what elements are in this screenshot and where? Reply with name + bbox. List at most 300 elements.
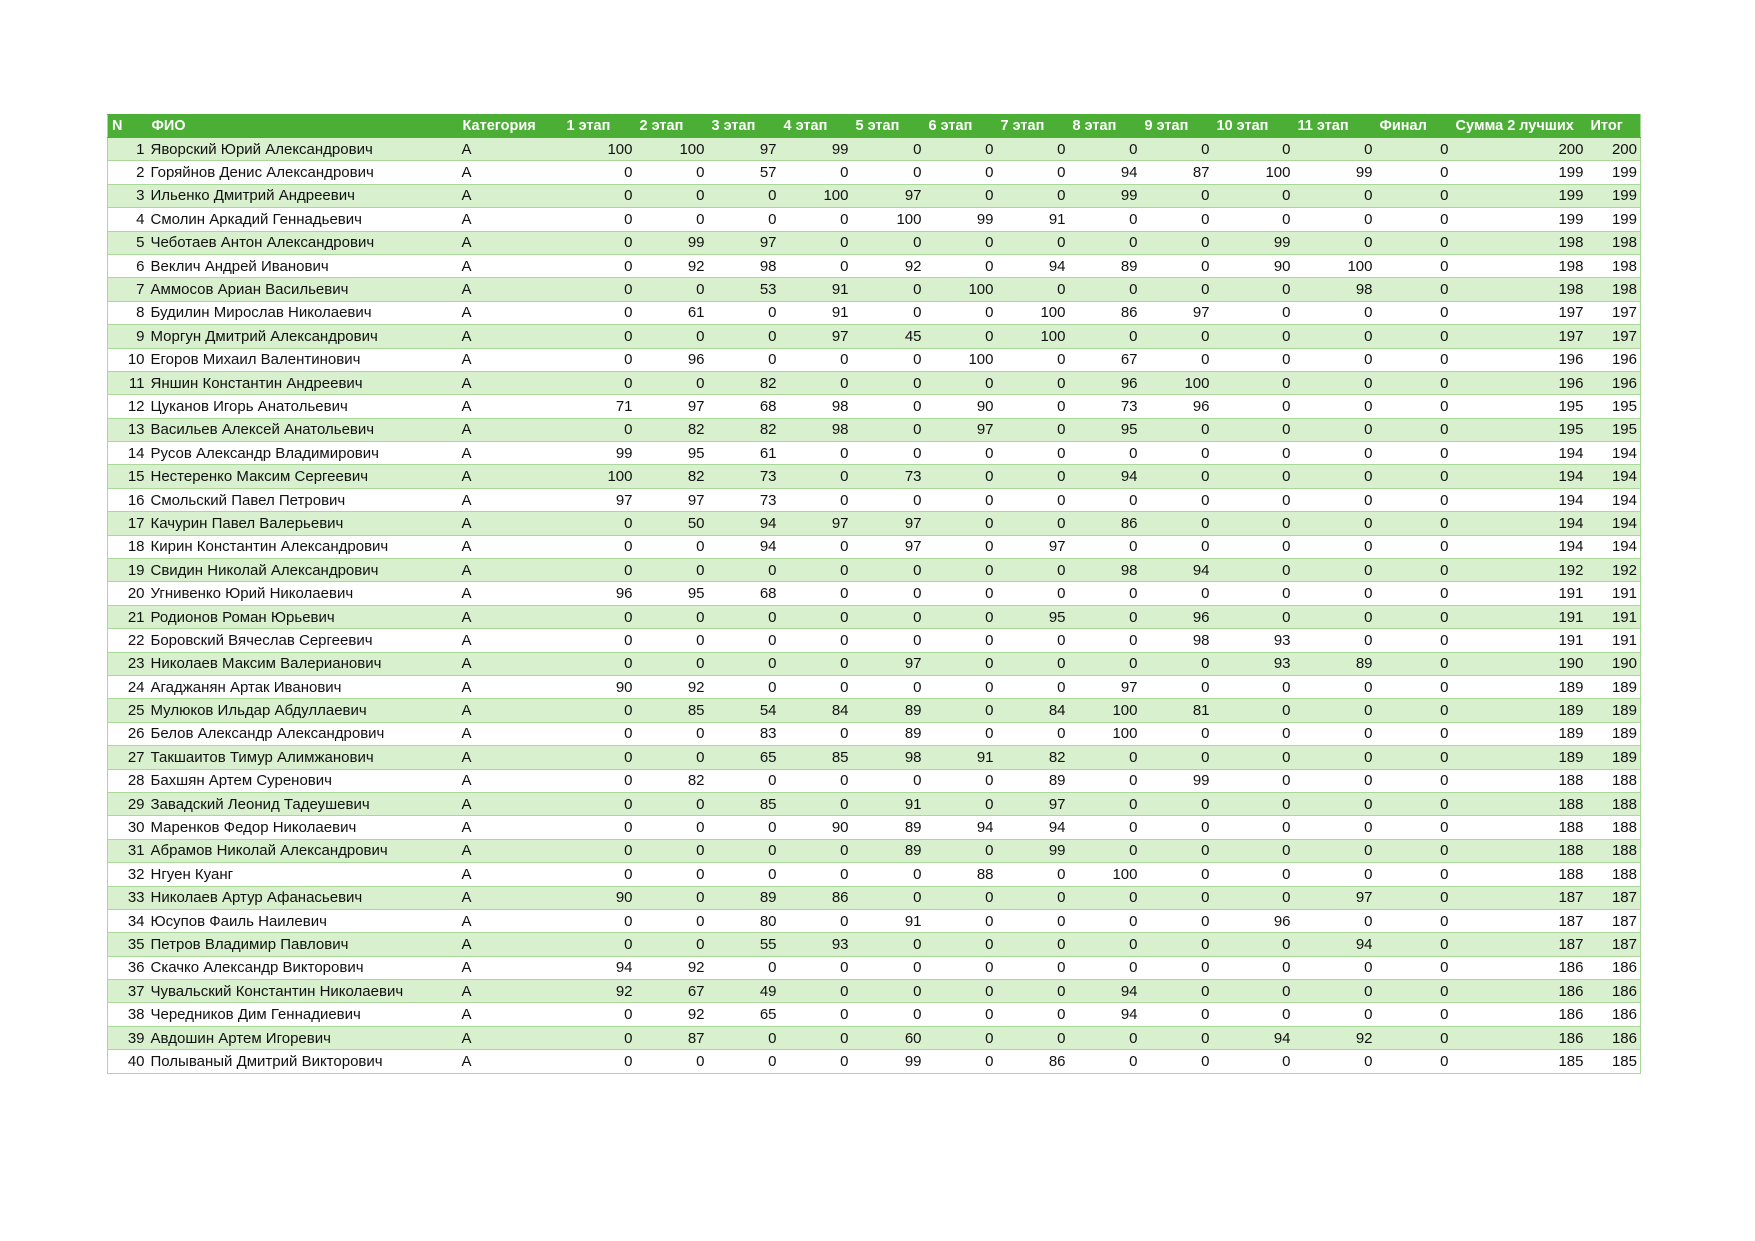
cell-col-stage-3: 0 bbox=[708, 301, 780, 324]
cell-col-stage-6: 0 bbox=[925, 933, 997, 956]
cell-col-category: A bbox=[459, 722, 563, 745]
cell-col-stage-11: 99 bbox=[1294, 161, 1376, 184]
cell-col-sum-best-2: 186 bbox=[1452, 956, 1587, 979]
cell-col-stage-11: 97 bbox=[1294, 886, 1376, 909]
column-header-col-fio: ФИО bbox=[148, 115, 459, 138]
cell-col-total: 187 bbox=[1587, 909, 1641, 932]
table-row bbox=[108, 138, 1641, 161]
cell-col-stage-5: 0 bbox=[852, 371, 925, 394]
cell-col-stage-10: 0 bbox=[1213, 582, 1294, 605]
cell-col-n: 5 bbox=[108, 231, 148, 254]
cell-col-stage-7: 0 bbox=[997, 956, 1069, 979]
cell-col-stage-11: 0 bbox=[1294, 465, 1376, 488]
cell-col-stage-10: 0 bbox=[1213, 348, 1294, 371]
cell-col-stage-4: 0 bbox=[780, 839, 852, 862]
cell-col-stage-9: 0 bbox=[1141, 839, 1213, 862]
cell-col-stage-2: 97 bbox=[636, 488, 708, 511]
cell-col-n: 17 bbox=[108, 512, 148, 535]
cell-col-stage-10: 0 bbox=[1213, 722, 1294, 745]
cell-col-n: 32 bbox=[108, 863, 148, 886]
cell-col-stage-5: 99 bbox=[852, 1050, 925, 1073]
cell-col-stage-2: 0 bbox=[636, 629, 708, 652]
cell-col-stage-1: 0 bbox=[563, 418, 636, 441]
cell-col-stage-2: 0 bbox=[636, 746, 708, 769]
cell-col-stage-2: 0 bbox=[636, 863, 708, 886]
cell-col-category: A bbox=[459, 980, 563, 1003]
cell-col-stage-10: 0 bbox=[1213, 278, 1294, 301]
cell-col-stage-3: 0 bbox=[708, 629, 780, 652]
column-header-col-stage-8: 8 этап bbox=[1069, 115, 1141, 138]
cell-col-stage-11: 0 bbox=[1294, 816, 1376, 839]
cell-col-fio: Будилин Мирослав Николаевич bbox=[148, 301, 459, 324]
cell-col-stage-7: 0 bbox=[997, 582, 1069, 605]
table-row bbox=[108, 488, 1641, 511]
cell-col-sum-best-2: 187 bbox=[1452, 886, 1587, 909]
cell-col-stage-3: 0 bbox=[708, 208, 780, 231]
cell-col-stage-1: 0 bbox=[563, 1026, 636, 1049]
cell-col-stage-9: 0 bbox=[1141, 652, 1213, 675]
cell-col-stage-7: 0 bbox=[997, 652, 1069, 675]
cell-col-stage-5: 0 bbox=[852, 980, 925, 1003]
cell-col-stage-8: 0 bbox=[1069, 816, 1141, 839]
cell-col-n: 4 bbox=[108, 208, 148, 231]
cell-col-stage-1: 99 bbox=[563, 442, 636, 465]
cell-col-n: 26 bbox=[108, 722, 148, 745]
cell-col-stage-10: 99 bbox=[1213, 231, 1294, 254]
cell-col-stage-4: 0 bbox=[780, 465, 852, 488]
cell-col-sum-best-2: 195 bbox=[1452, 418, 1587, 441]
cell-col-stage-11: 0 bbox=[1294, 605, 1376, 628]
cell-col-stage-11: 0 bbox=[1294, 138, 1376, 161]
cell-col-n: 16 bbox=[108, 488, 148, 511]
cell-col-fio: Родионов Роман Юрьевич bbox=[148, 605, 459, 628]
cell-col-category: A bbox=[459, 933, 563, 956]
cell-col-stage-4: 0 bbox=[780, 231, 852, 254]
cell-col-stage-9: 0 bbox=[1141, 442, 1213, 465]
cell-col-stage-7: 97 bbox=[997, 792, 1069, 815]
cell-col-category: A bbox=[459, 465, 563, 488]
cell-col-stage-6: 0 bbox=[925, 909, 997, 932]
cell-col-stage-7: 0 bbox=[997, 886, 1069, 909]
cell-col-stage-7: 0 bbox=[997, 933, 1069, 956]
cell-col-stage-7: 0 bbox=[997, 395, 1069, 418]
cell-col-stage-1: 0 bbox=[563, 792, 636, 815]
cell-col-stage-3: 0 bbox=[708, 675, 780, 698]
cell-col-stage-10: 0 bbox=[1213, 325, 1294, 348]
column-header-col-total: Итог bbox=[1587, 115, 1641, 138]
cell-col-stage-10: 0 bbox=[1213, 1050, 1294, 1073]
cell-col-final: 0 bbox=[1376, 371, 1452, 394]
cell-col-stage-3: 97 bbox=[708, 231, 780, 254]
cell-col-stage-3: 57 bbox=[708, 161, 780, 184]
cell-col-stage-10: 0 bbox=[1213, 418, 1294, 441]
cell-col-stage-2: 61 bbox=[636, 301, 708, 324]
cell-col-stage-9: 0 bbox=[1141, 208, 1213, 231]
cell-col-stage-8: 0 bbox=[1069, 933, 1141, 956]
column-header-col-stage-11: 11 этап bbox=[1294, 115, 1376, 138]
cell-col-stage-8: 0 bbox=[1069, 746, 1141, 769]
cell-col-stage-7: 0 bbox=[997, 442, 1069, 465]
cell-col-stage-6: 97 bbox=[925, 418, 997, 441]
cell-col-fio: Нгуен Куанг bbox=[148, 863, 459, 886]
cell-col-stage-8: 98 bbox=[1069, 559, 1141, 582]
cell-col-final: 0 bbox=[1376, 863, 1452, 886]
cell-col-stage-3: 54 bbox=[708, 699, 780, 722]
table-row bbox=[108, 699, 1641, 722]
cell-col-stage-8: 86 bbox=[1069, 301, 1141, 324]
cell-col-category: A bbox=[459, 418, 563, 441]
cell-col-stage-11: 0 bbox=[1294, 348, 1376, 371]
cell-col-sum-best-2: 197 bbox=[1452, 325, 1587, 348]
cell-col-stage-4: 0 bbox=[780, 442, 852, 465]
cell-col-stage-10: 0 bbox=[1213, 535, 1294, 558]
cell-col-stage-10: 0 bbox=[1213, 792, 1294, 815]
cell-col-stage-2: 85 bbox=[636, 699, 708, 722]
cell-col-category: A bbox=[459, 582, 563, 605]
cell-col-stage-8: 99 bbox=[1069, 184, 1141, 207]
cell-col-total: 194 bbox=[1587, 465, 1641, 488]
cell-col-total: 197 bbox=[1587, 325, 1641, 348]
cell-col-stage-3: 0 bbox=[708, 348, 780, 371]
cell-col-stage-9: 96 bbox=[1141, 605, 1213, 628]
cell-col-stage-3: 0 bbox=[708, 839, 780, 862]
cell-col-stage-5: 0 bbox=[852, 161, 925, 184]
cell-col-category: A bbox=[459, 746, 563, 769]
cell-col-stage-1: 90 bbox=[563, 886, 636, 909]
cell-col-stage-2: 0 bbox=[636, 605, 708, 628]
cell-col-sum-best-2: 191 bbox=[1452, 582, 1587, 605]
cell-col-sum-best-2: 187 bbox=[1452, 909, 1587, 932]
cell-col-stage-6: 0 bbox=[925, 325, 997, 348]
cell-col-category: A bbox=[459, 629, 563, 652]
cell-col-stage-4: 0 bbox=[780, 792, 852, 815]
cell-col-stage-1: 0 bbox=[563, 1050, 636, 1073]
cell-col-stage-3: 68 bbox=[708, 582, 780, 605]
cell-col-fio: Моргун Дмитрий Александрович bbox=[148, 325, 459, 348]
cell-col-stage-10: 0 bbox=[1213, 184, 1294, 207]
results-sheet bbox=[107, 114, 1640, 1074]
cell-col-final: 0 bbox=[1376, 418, 1452, 441]
cell-col-stage-7: 0 bbox=[997, 465, 1069, 488]
cell-col-stage-2: 0 bbox=[636, 535, 708, 558]
cell-col-stage-7: 94 bbox=[997, 816, 1069, 839]
cell-col-stage-6: 0 bbox=[925, 184, 997, 207]
cell-col-stage-9: 0 bbox=[1141, 956, 1213, 979]
cell-col-stage-7: 82 bbox=[997, 746, 1069, 769]
cell-col-stage-10: 93 bbox=[1213, 652, 1294, 675]
cell-col-sum-best-2: 194 bbox=[1452, 465, 1587, 488]
cell-col-stage-7: 86 bbox=[997, 1050, 1069, 1073]
cell-col-stage-2: 0 bbox=[636, 909, 708, 932]
cell-col-stage-2: 99 bbox=[636, 231, 708, 254]
cell-col-stage-7: 0 bbox=[997, 184, 1069, 207]
cell-col-stage-8: 73 bbox=[1069, 395, 1141, 418]
cell-col-stage-8: 0 bbox=[1069, 138, 1141, 161]
cell-col-stage-3: 0 bbox=[708, 816, 780, 839]
cell-col-stage-5: 60 bbox=[852, 1026, 925, 1049]
cell-col-fio: Чувальский Константин Николаевич bbox=[148, 980, 459, 1003]
cell-col-stage-10: 0 bbox=[1213, 699, 1294, 722]
cell-col-sum-best-2: 188 bbox=[1452, 816, 1587, 839]
cell-col-stage-11: 0 bbox=[1294, 184, 1376, 207]
cell-col-stage-9: 0 bbox=[1141, 863, 1213, 886]
cell-col-stage-8: 0 bbox=[1069, 956, 1141, 979]
cell-col-total: 186 bbox=[1587, 956, 1641, 979]
cell-col-stage-5: 0 bbox=[852, 956, 925, 979]
cell-col-n: 13 bbox=[108, 418, 148, 441]
cell-col-stage-11: 98 bbox=[1294, 278, 1376, 301]
cell-col-final: 0 bbox=[1376, 792, 1452, 815]
cell-col-stage-4: 0 bbox=[780, 909, 852, 932]
cell-col-stage-6: 0 bbox=[925, 980, 997, 1003]
cell-col-sum-best-2: 199 bbox=[1452, 184, 1587, 207]
cell-col-stage-2: 92 bbox=[636, 1003, 708, 1026]
cell-col-stage-5: 0 bbox=[852, 138, 925, 161]
cell-col-fio: Веклич Андрей Иванович bbox=[148, 254, 459, 277]
cell-col-stage-9: 97 bbox=[1141, 301, 1213, 324]
cell-col-final: 0 bbox=[1376, 1050, 1452, 1073]
cell-col-stage-10: 0 bbox=[1213, 138, 1294, 161]
cell-col-stage-11: 100 bbox=[1294, 254, 1376, 277]
cell-col-final: 0 bbox=[1376, 909, 1452, 932]
cell-col-stage-1: 0 bbox=[563, 863, 636, 886]
cell-col-stage-6: 0 bbox=[925, 699, 997, 722]
cell-col-stage-2: 0 bbox=[636, 1050, 708, 1073]
cell-col-category: A bbox=[459, 535, 563, 558]
cell-col-category: A bbox=[459, 699, 563, 722]
cell-col-final: 0 bbox=[1376, 886, 1452, 909]
cell-col-stage-8: 97 bbox=[1069, 675, 1141, 698]
cell-col-stage-6: 88 bbox=[925, 863, 997, 886]
cell-col-stage-10: 94 bbox=[1213, 1026, 1294, 1049]
cell-col-stage-6: 0 bbox=[925, 956, 997, 979]
cell-col-category: A bbox=[459, 278, 563, 301]
cell-col-fio: Егоров Михаил Валентинович bbox=[148, 348, 459, 371]
cell-col-fio: Цуканов Игорь Анатольевич bbox=[148, 395, 459, 418]
cell-col-stage-2: 92 bbox=[636, 254, 708, 277]
cell-col-final: 0 bbox=[1376, 395, 1452, 418]
cell-col-stage-4: 0 bbox=[780, 254, 852, 277]
cell-col-sum-best-2: 197 bbox=[1452, 301, 1587, 324]
cell-col-stage-6: 94 bbox=[925, 816, 997, 839]
cell-col-category: A bbox=[459, 371, 563, 394]
cell-col-stage-2: 0 bbox=[636, 208, 708, 231]
cell-col-stage-1: 0 bbox=[563, 699, 636, 722]
cell-col-fio: Полываный Дмитрий Викторович bbox=[148, 1050, 459, 1073]
cell-col-category: A bbox=[459, 208, 563, 231]
cell-col-stage-9: 100 bbox=[1141, 371, 1213, 394]
cell-col-final: 0 bbox=[1376, 652, 1452, 675]
cell-col-stage-10: 0 bbox=[1213, 605, 1294, 628]
cell-col-stage-7: 0 bbox=[997, 371, 1069, 394]
cell-col-stage-10: 0 bbox=[1213, 769, 1294, 792]
cell-col-stage-3: 80 bbox=[708, 909, 780, 932]
cell-col-stage-4: 98 bbox=[780, 418, 852, 441]
cell-col-category: A bbox=[459, 559, 563, 582]
cell-col-final: 0 bbox=[1376, 699, 1452, 722]
cell-col-total: 194 bbox=[1587, 488, 1641, 511]
cell-col-stage-2: 0 bbox=[636, 722, 708, 745]
cell-col-stage-8: 0 bbox=[1069, 909, 1141, 932]
cell-col-stage-8: 94 bbox=[1069, 980, 1141, 1003]
cell-col-stage-5: 89 bbox=[852, 699, 925, 722]
cell-col-n: 33 bbox=[108, 886, 148, 909]
cell-col-fio: Свидин Николай Александрович bbox=[148, 559, 459, 582]
cell-col-stage-11: 0 bbox=[1294, 395, 1376, 418]
cell-col-stage-8: 0 bbox=[1069, 629, 1141, 652]
cell-col-stage-10: 0 bbox=[1213, 675, 1294, 698]
cell-col-final: 0 bbox=[1376, 629, 1452, 652]
cell-col-stage-3: 85 bbox=[708, 792, 780, 815]
cell-col-stage-6: 0 bbox=[925, 629, 997, 652]
cell-col-stage-5: 0 bbox=[852, 348, 925, 371]
cell-col-stage-3: 98 bbox=[708, 254, 780, 277]
cell-col-stage-4: 0 bbox=[780, 371, 852, 394]
cell-col-stage-4: 0 bbox=[780, 348, 852, 371]
cell-col-final: 0 bbox=[1376, 675, 1452, 698]
table-row bbox=[108, 629, 1641, 652]
cell-col-stage-6: 0 bbox=[925, 442, 997, 465]
cell-col-stage-7: 91 bbox=[997, 208, 1069, 231]
cell-col-total: 187 bbox=[1587, 886, 1641, 909]
cell-col-sum-best-2: 194 bbox=[1452, 535, 1587, 558]
cell-col-sum-best-2: 199 bbox=[1452, 208, 1587, 231]
cell-col-stage-7: 95 bbox=[997, 605, 1069, 628]
cell-col-n: 19 bbox=[108, 559, 148, 582]
cell-col-stage-3: 82 bbox=[708, 371, 780, 394]
table-row bbox=[108, 839, 1641, 862]
cell-col-fio: Юсупов Фаиль Наилевич bbox=[148, 909, 459, 932]
cell-col-stage-5: 0 bbox=[852, 442, 925, 465]
cell-col-n: 10 bbox=[108, 348, 148, 371]
cell-col-final: 0 bbox=[1376, 231, 1452, 254]
cell-col-category: A bbox=[459, 792, 563, 815]
cell-col-sum-best-2: 186 bbox=[1452, 1026, 1587, 1049]
cell-col-stage-10: 0 bbox=[1213, 512, 1294, 535]
cell-col-stage-11: 0 bbox=[1294, 839, 1376, 862]
cell-col-stage-4: 0 bbox=[780, 1026, 852, 1049]
cell-col-total: 189 bbox=[1587, 699, 1641, 722]
cell-col-stage-5: 0 bbox=[852, 886, 925, 909]
cell-col-stage-9: 0 bbox=[1141, 512, 1213, 535]
cell-col-stage-1: 0 bbox=[563, 816, 636, 839]
cell-col-stage-4: 0 bbox=[780, 582, 852, 605]
cell-col-n: 24 bbox=[108, 675, 148, 698]
cell-col-n: 39 bbox=[108, 1026, 148, 1049]
cell-col-stage-9: 0 bbox=[1141, 254, 1213, 277]
cell-col-sum-best-2: 199 bbox=[1452, 161, 1587, 184]
cell-col-stage-5: 89 bbox=[852, 816, 925, 839]
cell-col-stage-9: 0 bbox=[1141, 138, 1213, 161]
cell-col-stage-10: 100 bbox=[1213, 161, 1294, 184]
cell-col-stage-11: 0 bbox=[1294, 746, 1376, 769]
cell-col-stage-2: 0 bbox=[636, 325, 708, 348]
cell-col-stage-7: 0 bbox=[997, 231, 1069, 254]
cell-col-sum-best-2: 198 bbox=[1452, 254, 1587, 277]
cell-col-stage-1: 97 bbox=[563, 488, 636, 511]
cell-col-stage-9: 0 bbox=[1141, 792, 1213, 815]
cell-col-stage-3: 68 bbox=[708, 395, 780, 418]
cell-col-stage-7: 0 bbox=[997, 1026, 1069, 1049]
cell-col-sum-best-2: 200 bbox=[1452, 138, 1587, 161]
cell-col-stage-9: 98 bbox=[1141, 629, 1213, 652]
cell-col-fio: Угнивенко Юрий Николаевич bbox=[148, 582, 459, 605]
table-row bbox=[108, 512, 1641, 535]
cell-col-stage-5: 0 bbox=[852, 301, 925, 324]
cell-col-stage-4: 0 bbox=[780, 722, 852, 745]
cell-col-category: A bbox=[459, 839, 563, 862]
cell-col-stage-9: 0 bbox=[1141, 886, 1213, 909]
cell-col-stage-2: 0 bbox=[636, 371, 708, 394]
cell-col-category: A bbox=[459, 816, 563, 839]
cell-col-sum-best-2: 189 bbox=[1452, 699, 1587, 722]
cell-col-category: A bbox=[459, 909, 563, 932]
cell-col-stage-3: 0 bbox=[708, 863, 780, 886]
cell-col-stage-1: 96 bbox=[563, 582, 636, 605]
cell-col-stage-2: 82 bbox=[636, 418, 708, 441]
table-row bbox=[108, 652, 1641, 675]
cell-col-sum-best-2: 188 bbox=[1452, 839, 1587, 862]
cell-col-stage-1: 0 bbox=[563, 301, 636, 324]
cell-col-stage-3: 97 bbox=[708, 138, 780, 161]
cell-col-stage-4: 99 bbox=[780, 138, 852, 161]
cell-col-stage-6: 0 bbox=[925, 769, 997, 792]
cell-col-stage-9: 0 bbox=[1141, 278, 1213, 301]
cell-col-stage-4: 0 bbox=[780, 1050, 852, 1073]
cell-col-stage-11: 0 bbox=[1294, 769, 1376, 792]
table-row bbox=[108, 161, 1641, 184]
cell-col-stage-10: 0 bbox=[1213, 886, 1294, 909]
cell-col-fio: Абрамов Николай Александрович bbox=[148, 839, 459, 862]
cell-col-stage-3: 0 bbox=[708, 769, 780, 792]
cell-col-stage-3: 0 bbox=[708, 184, 780, 207]
table-row bbox=[108, 371, 1641, 394]
table-row bbox=[108, 675, 1641, 698]
cell-col-stage-9: 0 bbox=[1141, 348, 1213, 371]
cell-col-stage-3: 0 bbox=[708, 605, 780, 628]
cell-col-total: 199 bbox=[1587, 161, 1641, 184]
cell-col-n: 35 bbox=[108, 933, 148, 956]
cell-col-stage-11: 0 bbox=[1294, 909, 1376, 932]
cell-col-stage-6: 0 bbox=[925, 652, 997, 675]
cell-col-fio: Яншин Константин Андреевич bbox=[148, 371, 459, 394]
table-row bbox=[108, 909, 1641, 932]
cell-col-stage-8: 94 bbox=[1069, 1003, 1141, 1026]
cell-col-stage-3: 0 bbox=[708, 1026, 780, 1049]
cell-col-stage-4: 85 bbox=[780, 746, 852, 769]
cell-col-stage-3: 61 bbox=[708, 442, 780, 465]
cell-col-stage-5: 0 bbox=[852, 863, 925, 886]
table-row bbox=[108, 301, 1641, 324]
cell-col-stage-4: 91 bbox=[780, 278, 852, 301]
cell-col-stage-8: 0 bbox=[1069, 769, 1141, 792]
cell-col-category: A bbox=[459, 512, 563, 535]
cell-col-category: A bbox=[459, 325, 563, 348]
cell-col-stage-6: 0 bbox=[925, 138, 997, 161]
cell-col-stage-11: 0 bbox=[1294, 722, 1376, 745]
cell-col-stage-9: 99 bbox=[1141, 769, 1213, 792]
cell-col-total: 198 bbox=[1587, 278, 1641, 301]
column-header-col-stage-7: 7 этап bbox=[997, 115, 1069, 138]
cell-col-stage-2: 0 bbox=[636, 792, 708, 815]
table-row bbox=[108, 278, 1641, 301]
column-header-col-stage-2: 2 этап bbox=[636, 115, 708, 138]
cell-col-n: 15 bbox=[108, 465, 148, 488]
cell-col-category: A bbox=[459, 605, 563, 628]
cell-col-stage-3: 55 bbox=[708, 933, 780, 956]
cell-col-stage-9: 94 bbox=[1141, 559, 1213, 582]
cell-col-stage-9: 96 bbox=[1141, 395, 1213, 418]
